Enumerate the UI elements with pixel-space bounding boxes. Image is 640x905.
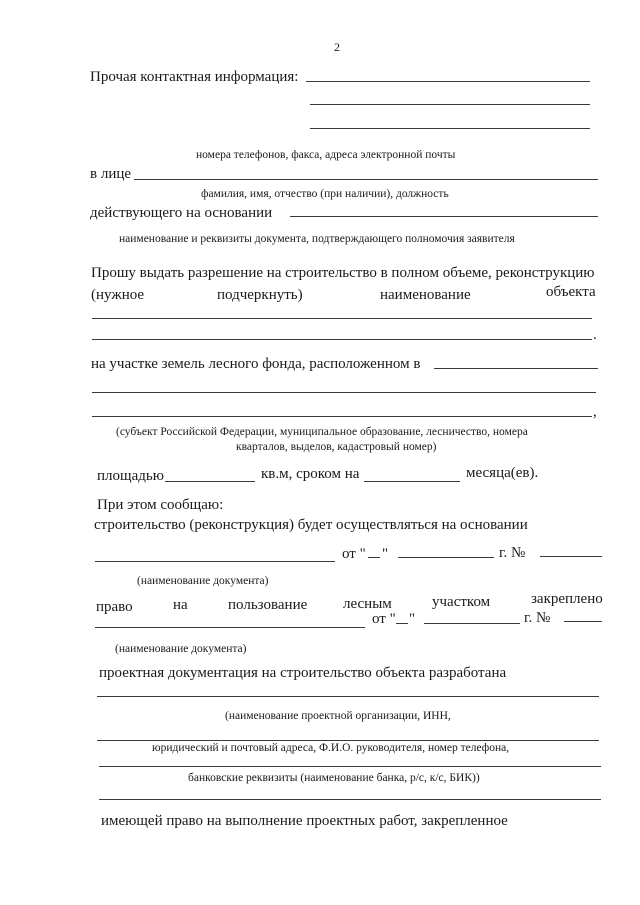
- basis-field[interactable]: [290, 216, 598, 217]
- report-heading: При этом сообщаю:: [97, 497, 224, 513]
- project-caption-1: (наименование проектной организации, ИНН,: [225, 710, 451, 722]
- right-number-field[interactable]: [564, 621, 602, 622]
- request-line-1: Прошу выдать разрешение на строительство в полном объеме, реконструкцию: [91, 265, 595, 281]
- page-number: 2: [334, 40, 340, 54]
- contact-field-3[interactable]: [310, 128, 590, 129]
- right-doc-field[interactable]: [95, 627, 365, 628]
- forest-location-field-3[interactable]: [92, 416, 592, 417]
- representative-field[interactable]: [134, 179, 598, 180]
- project-caption-2: юридический и почтовый адреса, Ф.И.О. руководителя, номер телефона,: [152, 742, 510, 754]
- request-word-object: объекта: [546, 284, 596, 300]
- right-word-plot: участком: [432, 594, 491, 610]
- construction-doc-field[interactable]: [95, 561, 335, 562]
- request-word-name: наименование: [380, 287, 471, 303]
- request-word-need: (нужное: [91, 287, 145, 303]
- construction-from: от ": [342, 546, 366, 562]
- forest-location-field-1[interactable]: [434, 368, 598, 369]
- right-word-use: пользование: [228, 597, 308, 613]
- area-field[interactable]: [165, 481, 255, 482]
- right-year-no: г. №: [524, 610, 551, 626]
- project-caption-3: банковские реквизиты (наименование банка, р/с, к/с, БИК)): [188, 772, 480, 784]
- right-from: от ": [372, 611, 396, 627]
- forest-location-field-2[interactable]: [92, 392, 596, 393]
- final-line: имеющей право на выполнение проектных работ, закрепленное: [101, 813, 508, 829]
- right-word-fixed: закреплено: [531, 591, 603, 607]
- months-label: месяца(ев).: [466, 465, 539, 481]
- contact-label: Прочая контактная информация:: [90, 69, 299, 85]
- representative-label: в лице: [90, 166, 132, 182]
- construction-month-field[interactable]: [398, 557, 494, 558]
- contact-field-2[interactable]: [310, 104, 590, 105]
- contact-field-1[interactable]: [306, 81, 590, 82]
- right-word-forest: лесным: [343, 596, 392, 612]
- area-unit: кв.м, сроком на: [261, 466, 360, 482]
- forest-comma: ,: [593, 404, 597, 420]
- basis-label: действующего на основании: [90, 205, 273, 221]
- object-name-field-1[interactable]: [92, 318, 592, 319]
- construction-day-field[interactable]: [368, 557, 380, 558]
- project-field-1[interactable]: [97, 696, 599, 697]
- project-field-4[interactable]: [99, 799, 601, 800]
- construction-year-no: г. №: [499, 545, 526, 561]
- right-word-pravo: право: [96, 599, 133, 615]
- forest-label: на участке земель лесного фонда, расположенном в: [91, 356, 421, 372]
- object-name-field-2[interactable]: [92, 339, 592, 340]
- request-word-underline: подчеркнуть): [217, 287, 303, 303]
- forest-caption-2: кварталов, выделов, кадастровый номер): [236, 441, 437, 453]
- term-field[interactable]: [364, 481, 460, 482]
- construction-label: строительство (реконструкция) будет осуществляться на основании: [94, 517, 528, 533]
- construction-number-field[interactable]: [540, 556, 602, 557]
- project-field-3[interactable]: [99, 766, 601, 767]
- project-label: проектная документация на строительство объекта разработана: [99, 665, 507, 681]
- forest-caption-1: (субъект Российской Федерации, муниципальное образование, лесничество, номера: [116, 426, 528, 438]
- right-month-field[interactable]: [424, 623, 520, 624]
- representative-caption: фамилия, имя, отчество (при наличии), должность: [201, 188, 449, 200]
- right-word-na: на: [173, 597, 188, 613]
- request-end-dot: .: [593, 327, 597, 343]
- right-caption: (наименование документа): [115, 643, 247, 655]
- area-label: площадью: [97, 468, 164, 484]
- right-day-field[interactable]: [396, 623, 408, 624]
- right-quote-close: ": [409, 611, 416, 627]
- construction-quote-close: ": [382, 546, 389, 562]
- contact-caption: номера телефонов, факса, адреса электронной почты: [196, 149, 456, 161]
- basis-caption: наименование и реквизиты документа, подтверждающего полномочия заявителя: [119, 233, 515, 245]
- construction-caption: (наименование документа): [137, 575, 269, 587]
